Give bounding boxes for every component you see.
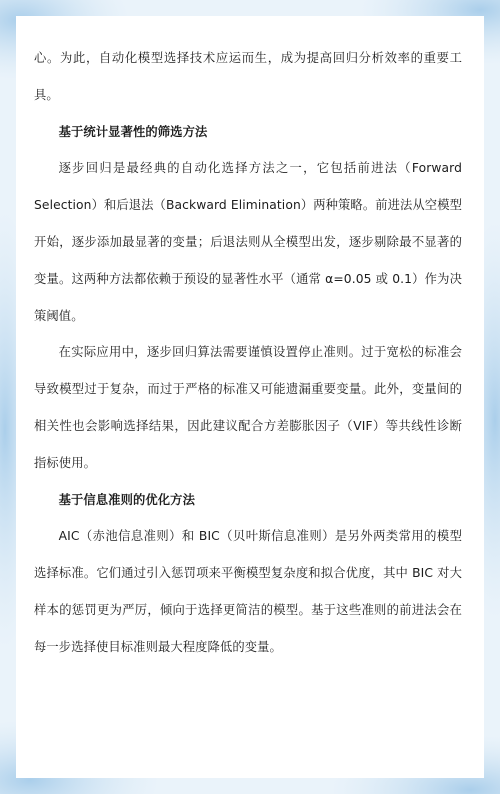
- section-heading: 基于统计显著性的筛选方法: [58, 124, 208, 139]
- body-paragraph: AIC（赤池信息准则）和 BIC（贝叶斯信息准则）是另外两类常用的模型选择标准。它们通过引入惩罚项来平衡模型复杂度和拟合优度，其中 BIC 对大样本的惩罚更为严厉，倾向于选择更简洁的模型。基于这些准则的前进法会在每一步选择使目标准则最大程度降低的变量。: [34, 529, 462, 654]
- body-paragraph: 心。为此，自动化模型选择技术应运而生，成为提高回归分析效率的重要工具。: [34, 51, 462, 102]
- body-paragraph: 在实际应用中，逐步回归算法需要谨慎设置停止准则。过于宽松的标准会导致模型过于复杂，而过于严格的标准又可能遗漏重要变量。此外，变量间的相关性也会影响选择结果，因此建议配合方差膨胀因子（VIF）等共线性诊断指标使用。: [34, 345, 462, 470]
- body-paragraph: 逐步回归是最经典的自动化选择方法之一，它包括前进法（Forward Selection）和后退法（Backward Elimination）两种策略。前进法从空模型开始，逐步添加最显著的变量；后退法则从全模型出发，逐步剔除最不显著的变量。这两种方法都依赖于预设的显著性水平（通常 α=0.05 或 0.1）作为决策阈值。: [34, 161, 462, 323]
- section-heading: 基于信息准则的优化方法: [58, 492, 195, 507]
- document-body: [34, 40, 462, 666]
